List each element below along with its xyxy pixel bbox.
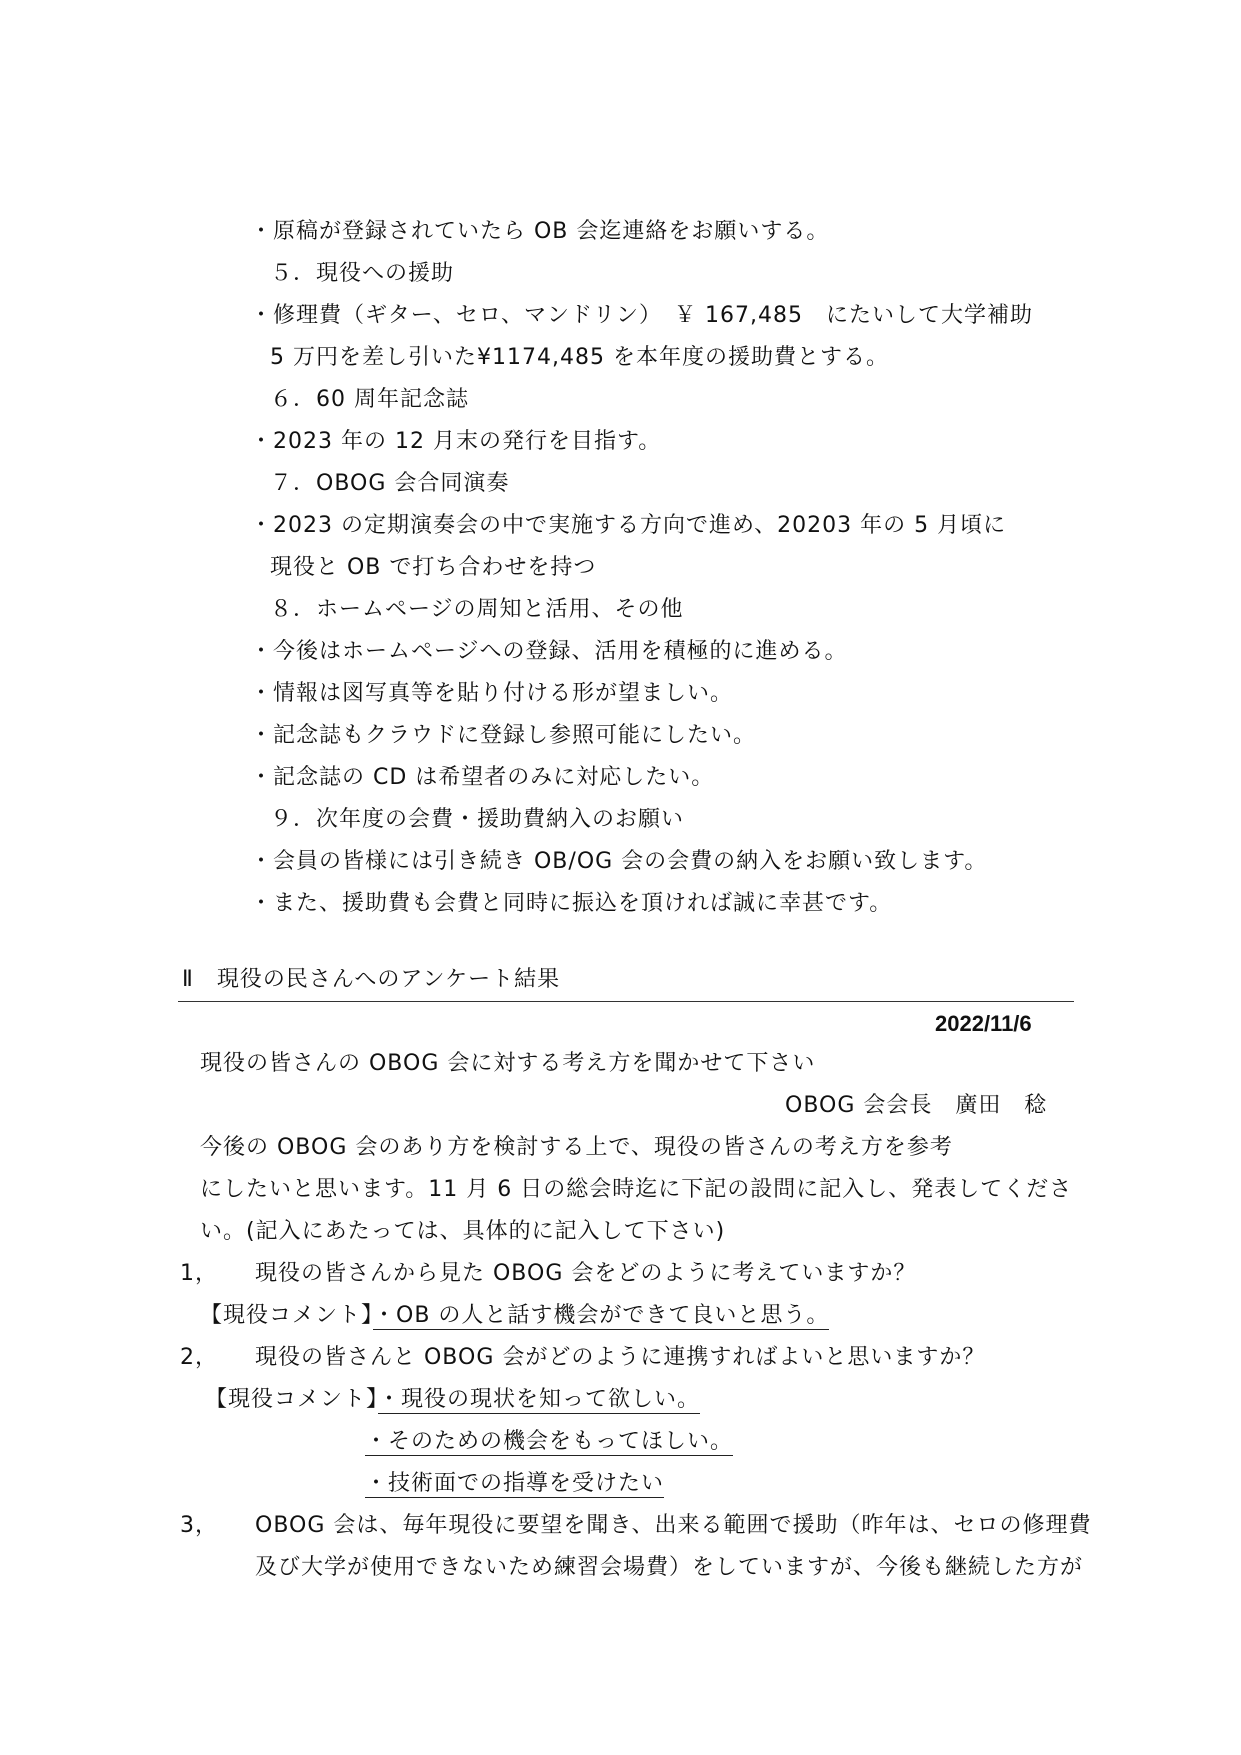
survey-author: OBOG 会会長 廣田 稔: [785, 1093, 1048, 1118]
section-divider: [178, 1001, 1074, 1002]
bullet-concert: ・2023 の定期演奏会の中で実施する方向で進め、20203 年の 5 月頃に: [250, 513, 1007, 538]
section-heading: Ⅱ 現役の民さんへのアンケート結果: [182, 967, 561, 992]
bullet-membership-fee: ・会員の皆様には引き続き OB/OG 会の会費の納入をお願い致します。: [250, 849, 988, 874]
survey-date: 2022/11/6: [935, 1011, 1032, 1036]
answer-2-line-2: [365, 1428, 733, 1456]
answer-1-label: 【現役コメント】: [200, 1303, 374, 1328]
question-3-line-2: 及び大学が使用できないため練習会場費）をしていますが、今後も継続した方が: [255, 1555, 1084, 1580]
bullet-homepage-use: ・今後はホームページへの登録、活用を積極的に進める。: [250, 639, 848, 664]
bullet-cloud: ・記念誌もクラウドに登録し参照可能にしたい。: [250, 723, 757, 748]
bullet-repair-cost: ・修理費（ギター、セロ、マンドリン） ￥ 167,485 にたいして大学補助: [250, 303, 1033, 328]
answer-1: [200, 1302, 829, 1330]
intro-line-3: い。(記入にあたっては、具体的に記入して下さい): [200, 1219, 726, 1244]
bullet-publication: ・2023 年の 12 月末の発行を目指す。: [250, 429, 662, 454]
heading-fees: ９．次年度の会費・援助費納入のお願い: [270, 807, 685, 832]
question-1: 現役の皆さんから見た OBOG 会をどのように考えていますか？: [255, 1261, 917, 1286]
bullet-information: ・情報は図写真等を貼り付ける形が望ましい。: [250, 681, 734, 706]
bullet-support-fee: ・また、援助費も会費と同時に振込を頂ければ誠に幸甚です。: [250, 891, 893, 916]
intro-line-2: にしたいと思います。11 月 6 日の総会時迄に下記の設問に記入し、発表してくださ: [200, 1177, 1073, 1202]
repair-cost-continued: 5 万円を差し引いた¥1174,485 を本年度の援助費とする。: [270, 345, 889, 370]
answer-2-text-2: ・そのための機会をもってほしい。: [365, 1429, 734, 1454]
question-3-number: 3，: [180, 1513, 218, 1538]
intro-line-1: 今後の OBOG 会のあり方を検討する上で、現役の皆さんの考え方を参考: [200, 1135, 953, 1160]
answer-2-line-3: [365, 1470, 664, 1498]
answer-2-text-1: ・現役の現状を知って欲しい。: [378, 1387, 701, 1412]
question-2-number: 2，: [180, 1345, 218, 1370]
heading-anniversary: ６．60 周年記念誌: [270, 387, 469, 412]
bullet-manuscript: ・原稿が登録されていたら OB 会迄連絡をお願いする。: [250, 219, 830, 244]
answer-2: [205, 1386, 700, 1414]
concert-continued: 現役と OB で打ち合わせを持つ: [270, 555, 597, 580]
heading-support: ５．現役への援助: [270, 261, 455, 286]
answer-1-text: ・OB の人と話す機会ができて良いと思う。: [373, 1303, 830, 1328]
heading-homepage: ８．ホームページの周知と活用、その他: [270, 597, 684, 622]
bullet-cd: ・記念誌の CD は希望者のみに対応したい。: [250, 765, 715, 790]
answer-2-label: 【現役コメント】: [205, 1387, 379, 1412]
question-2: 現役の皆さんと OBOG 会がどのように連携すればよいと思いますか？: [255, 1345, 986, 1370]
heading-joint-performance: ７．OBOG 会合同演奏: [270, 471, 510, 496]
survey-title: 現役の皆さんの OBOG 会に対する考え方を聞かせて下さい: [200, 1051, 816, 1076]
answer-2-text-3: ・技術面での指導を受けたい: [365, 1471, 665, 1496]
question-3-line-1: OBOG 会は、毎年現役に要望を聞き、出来る範囲で援助（昨年は、セロの修理費: [255, 1513, 1092, 1538]
question-1-number: 1，: [180, 1261, 218, 1286]
